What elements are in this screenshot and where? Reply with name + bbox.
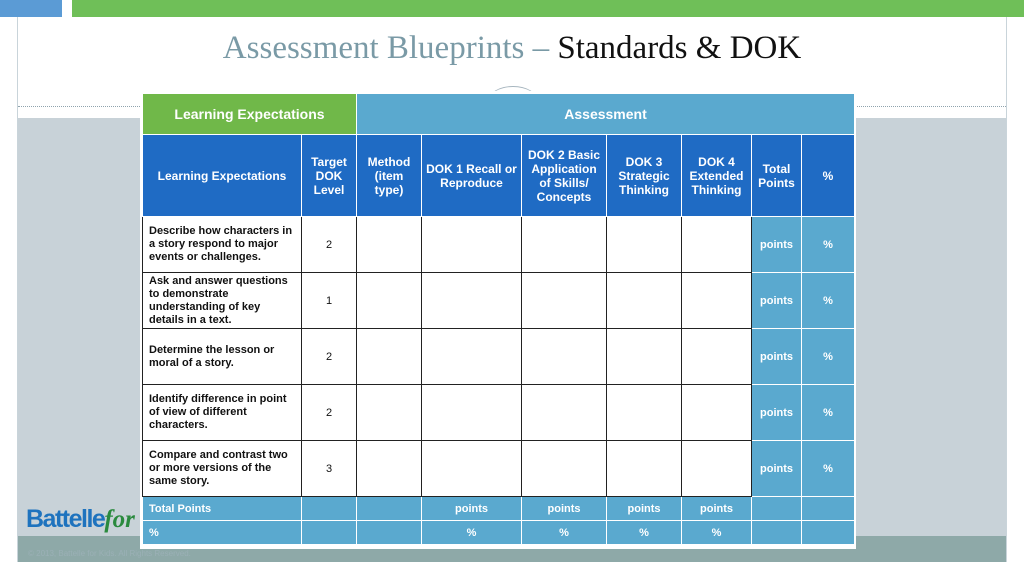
dok2-cell[interactable] xyxy=(522,273,607,329)
total-dok1-cell: points xyxy=(422,497,522,521)
method-cell[interactable] xyxy=(357,329,422,385)
table-row xyxy=(143,273,855,329)
total-total-cell xyxy=(752,497,802,521)
blueprint-table xyxy=(142,93,855,545)
dok3-cell[interactable] xyxy=(607,329,682,385)
percent-cell: % xyxy=(802,441,855,497)
dok2-cell[interactable] xyxy=(522,217,607,273)
col-header-total-points: Total Points xyxy=(752,135,802,217)
method-cell[interactable] xyxy=(357,217,422,273)
total-points-cell: points xyxy=(752,217,802,273)
col-header-percent: % xyxy=(802,135,855,217)
percent-cell: % xyxy=(802,217,855,273)
total-points-row xyxy=(143,497,855,521)
pct-dok4-cell: % xyxy=(682,521,752,545)
pct-target-dok-cell xyxy=(302,521,357,545)
col-header-method: Method (item type) xyxy=(357,135,422,217)
dok1-cell[interactable] xyxy=(422,217,522,273)
slide-title-part1: Assessment Blueprints – xyxy=(222,30,558,66)
pct-method-cell xyxy=(357,521,422,545)
pct-total-cell xyxy=(752,521,802,545)
method-cell[interactable] xyxy=(357,273,422,329)
dok3-cell[interactable] xyxy=(607,217,682,273)
dok1-cell[interactable] xyxy=(422,329,522,385)
dok4-cell[interactable] xyxy=(682,329,752,385)
battelle-logo: Battellefor xyxy=(26,505,135,533)
col-header-dok4: DOK 4 Extended Thinking xyxy=(682,135,752,217)
table-row xyxy=(143,217,855,273)
copyright-text: © 2013, Battelle for Kids. All Rights Reserved. xyxy=(28,549,191,558)
percent-cell: % xyxy=(802,329,855,385)
dok3-cell[interactable] xyxy=(607,273,682,329)
divider-right xyxy=(852,106,1006,107)
total-dok3-cell: points xyxy=(607,497,682,521)
pct-dok3-cell: % xyxy=(607,521,682,545)
total-points-label: Total Points xyxy=(143,497,302,521)
col-header-target-dok: Target DOK Level xyxy=(302,135,357,217)
method-cell[interactable] xyxy=(357,441,422,497)
dok1-cell[interactable] xyxy=(422,273,522,329)
dok4-cell[interactable] xyxy=(682,217,752,273)
col-header-dok1: DOK 1 Recall or Reproduce xyxy=(422,135,522,217)
target-dok-cell: 2 xyxy=(302,329,357,385)
total-method-cell xyxy=(357,497,422,521)
blueprint-table-container xyxy=(140,91,856,549)
target-dok-cell: 2 xyxy=(302,217,357,273)
percent-row-label: % xyxy=(143,521,302,545)
slide-title xyxy=(0,30,1024,67)
total-target-dok-cell xyxy=(302,497,357,521)
dok3-cell[interactable] xyxy=(607,385,682,441)
top-accent-blue xyxy=(0,0,62,17)
dok4-cell[interactable] xyxy=(682,385,752,441)
table-row xyxy=(143,385,855,441)
dok4-cell[interactable] xyxy=(682,273,752,329)
col-header-dok2: DOK 2 Basic Application of Skills/ Concepts xyxy=(522,135,607,217)
col-header-learning-expectations: Learning Expectations xyxy=(143,135,302,217)
total-points-cell: points xyxy=(752,385,802,441)
dok3-cell[interactable] xyxy=(607,441,682,497)
target-dok-cell: 3 xyxy=(302,441,357,497)
target-dok-cell: 2 xyxy=(302,385,357,441)
percent-cell: % xyxy=(802,273,855,329)
slide-title-part2: Standards & DOK xyxy=(557,30,802,66)
expectation-cell: Determine the lesson or moral of a story. xyxy=(143,329,302,385)
group-header-learning: Learning Expectations xyxy=(143,94,357,135)
expectation-cell: Compare and contrast two or more versions of the same story. xyxy=(143,441,302,497)
table-row xyxy=(143,329,855,385)
total-points-cell: points xyxy=(752,441,802,497)
dok2-cell[interactable] xyxy=(522,329,607,385)
dok1-cell[interactable] xyxy=(422,385,522,441)
total-points-cell: points xyxy=(752,329,802,385)
total-points-cell: points xyxy=(752,273,802,329)
expectation-cell: Identify difference in point of view of different characters. xyxy=(143,385,302,441)
dok1-cell[interactable] xyxy=(422,441,522,497)
expectation-cell: Ask and answer questions to demonstrate understanding of key details in a text. xyxy=(143,273,302,329)
dok2-cell[interactable] xyxy=(522,385,607,441)
expectation-cell: Describe how characters in a story respond to major events or challenges. xyxy=(143,217,302,273)
pct-dok1-cell: % xyxy=(422,521,522,545)
dok2-cell[interactable] xyxy=(522,441,607,497)
total-dok2-cell: points xyxy=(522,497,607,521)
pct-dok2-cell: % xyxy=(522,521,607,545)
percent-row xyxy=(143,521,855,545)
pct-percent-cell xyxy=(802,521,855,545)
table-row xyxy=(143,441,855,497)
dok4-cell[interactable] xyxy=(682,441,752,497)
group-header-assessment: Assessment xyxy=(357,94,855,135)
top-accent-green xyxy=(72,0,1024,17)
total-dok4-cell: points xyxy=(682,497,752,521)
target-dok-cell: 1 xyxy=(302,273,357,329)
right-frame-line xyxy=(1006,17,1007,562)
method-cell[interactable] xyxy=(357,385,422,441)
percent-cell: % xyxy=(802,385,855,441)
col-header-dok3: DOK 3 Strategic Thinking xyxy=(607,135,682,217)
total-percent-cell xyxy=(802,497,855,521)
divider-left xyxy=(18,106,140,107)
